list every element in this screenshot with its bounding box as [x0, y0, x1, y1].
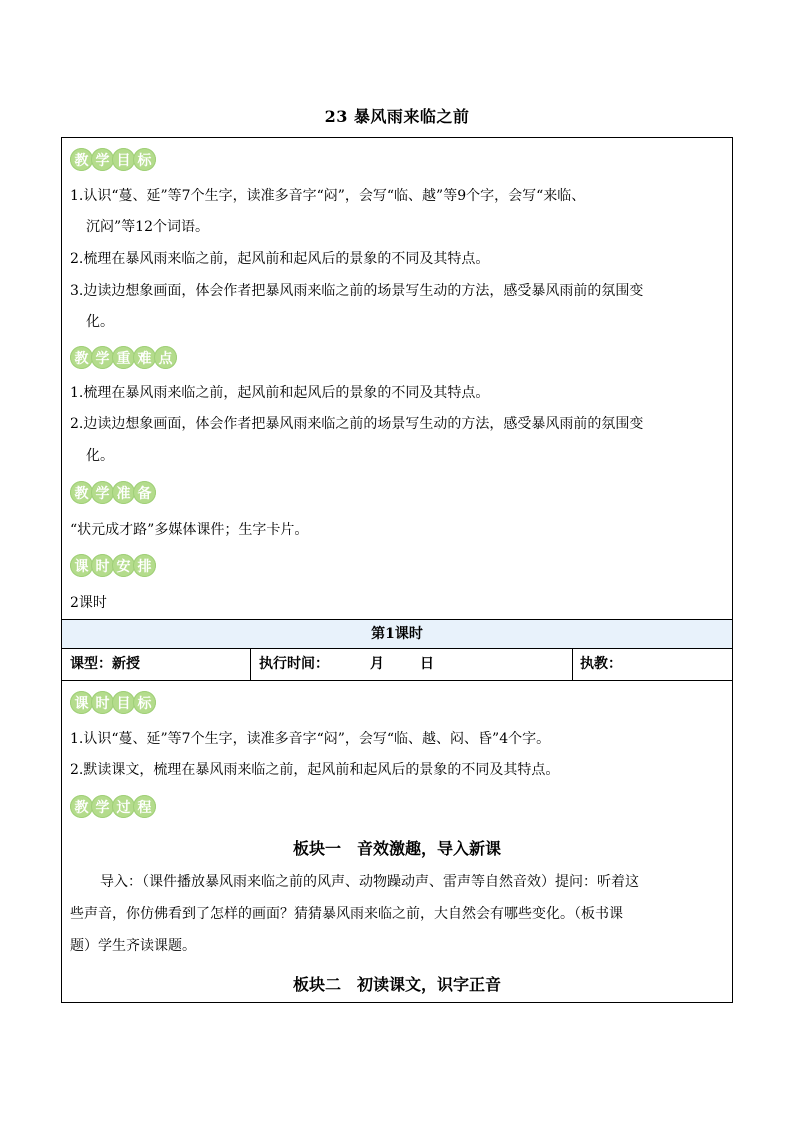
badge-char: 备 — [133, 481, 156, 504]
block-1-line-1: 导入：（课件播放暴风雨来临之前的风声、动物躁动声、雷声等自然音效）提问：听着这 — [100, 874, 639, 890]
goal-line-1-cont: 沉闷”等12个词语。 — [86, 219, 209, 235]
period-header: 第1课时 — [62, 619, 732, 649]
goal-line-3-cont: 化。 — [86, 314, 114, 330]
badge-char: 教 — [70, 346, 93, 369]
badge-char: 课 — [70, 691, 93, 714]
lesson-type: 课型：新授 — [70, 656, 140, 672]
badge-char: 学 — [91, 148, 114, 171]
block-1-title: 板块一 音效激趣，导入新课 — [292, 839, 501, 858]
badge-teaching-process — [70, 795, 154, 818]
badge-key-points — [70, 346, 175, 369]
goal-line-2: 2.梳理在暴风雨来临之前，起风前和起风后的景象的不同及其特点。 — [70, 251, 490, 267]
badge-char: 教 — [70, 795, 93, 818]
teacher-label: 执教： — [580, 656, 622, 672]
keypoint-line-2-cont: 化。 — [86, 448, 114, 464]
page-title: 23 暴风雨来临之前 — [324, 107, 470, 126]
block-1-line-2: 些声音，你仿佛看到了怎样的画面？猜猜暴风雨来临之前，大自然会有哪些变化。（板书课 — [70, 906, 623, 922]
badge-char: 时 — [91, 554, 114, 577]
badge-char: 目 — [112, 148, 135, 171]
badge-char: 排 — [133, 554, 156, 577]
block-2-title: 板块二 初读课文，识字正音 — [292, 975, 501, 994]
badge-char: 重 — [112, 346, 135, 369]
period-info-row — [62, 649, 732, 681]
badge-char: 难 — [133, 346, 156, 369]
badge-char: 目 — [112, 691, 135, 714]
period-goal-line-1: 1.认识“蔓、延”等7个生字，读准多音字“闷”，会写“临、越、闷、昏”4个字。 — [70, 731, 551, 747]
badge-char: 课 — [70, 554, 93, 577]
badge-char: 安 — [112, 554, 135, 577]
goal-line-1: 1.认识“蔓、延”等7个生字，读准多音字“闷”，会写“临、越”等9个字，会写“来临、 — [70, 188, 586, 204]
badge-char: 教 — [70, 481, 93, 504]
badge-teaching-goals — [70, 148, 154, 171]
badge-char: 学 — [91, 481, 114, 504]
badge-char: 学 — [91, 346, 114, 369]
badge-char: 时 — [91, 691, 114, 714]
period-goal-line-2: 2.默读课文，梳理在暴风雨来临之前，起风前和起风后的景象的不同及其特点。 — [70, 762, 560, 778]
badge-char: 教 — [70, 148, 93, 171]
month-label: 月 — [370, 656, 384, 672]
day-label: 日 — [420, 656, 434, 672]
badge-period-goals — [70, 691, 154, 714]
goal-line-3: 3.边读边想象画面，体会作者把暴风雨来临之前的场景写生动的方法，感受暴风雨前的氛围变 — [70, 283, 644, 299]
badge-char: 程 — [133, 795, 156, 818]
divider — [250, 649, 251, 680]
badge-char: 标 — [133, 148, 156, 171]
badge-char: 标 — [133, 691, 156, 714]
keypoint-line-1: 1.梳理在暴风雨来临之前，起风前和起风后的景象的不同及其特点。 — [70, 385, 490, 401]
badge-preparation — [70, 481, 154, 504]
keypoint-line-2: 2.边读边想象画面，体会作者把暴风雨来临之前的场景写生动的方法，感受暴风雨前的氛围变 — [70, 416, 644, 432]
badge-char: 学 — [91, 795, 114, 818]
badge-char: 点 — [154, 346, 177, 369]
divider — [572, 649, 573, 680]
badge-char: 准 — [112, 481, 135, 504]
block-1-line-3: 题）学生齐读课题。 — [70, 938, 196, 954]
badge-char: 过 — [112, 795, 135, 818]
schedule-text: 2课时 — [70, 595, 107, 611]
badge-schedule — [70, 554, 154, 577]
execution-time-label: 执行时间： — [259, 656, 329, 672]
lesson-plan-table — [61, 137, 733, 1003]
prep-text: “状元成才路”多媒体课件；生字卡片。 — [70, 522, 309, 538]
